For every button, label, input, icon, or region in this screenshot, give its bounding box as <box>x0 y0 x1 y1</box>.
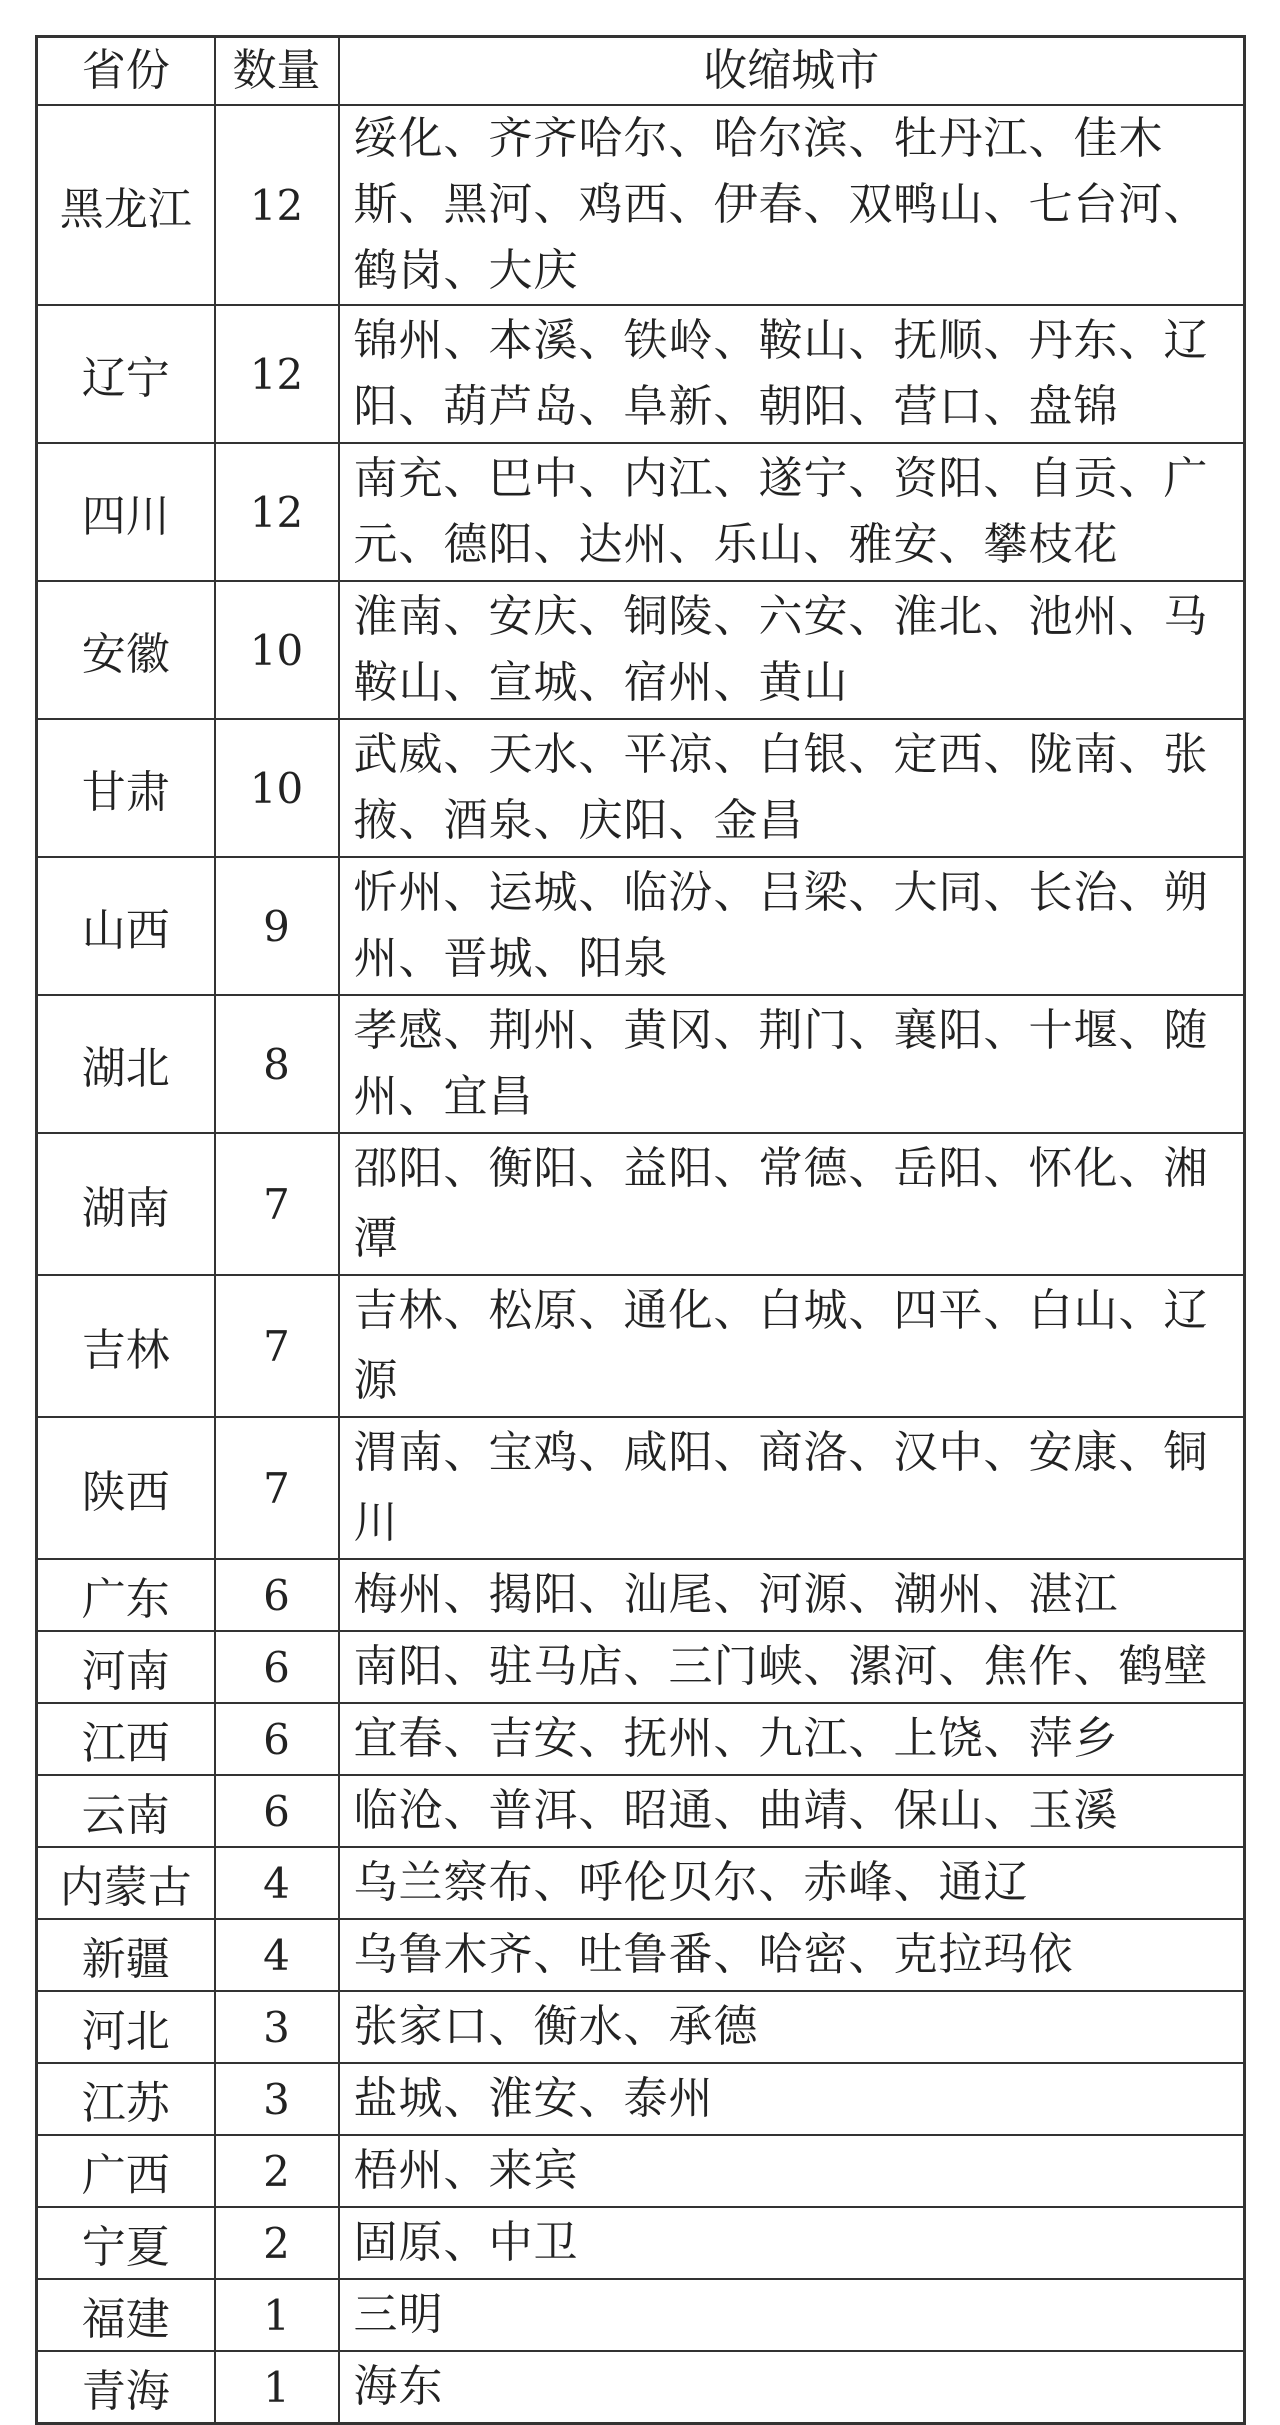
count-cell: 10 <box>215 719 339 857</box>
province-cell: 福建 <box>37 2279 215 2351</box>
cities-cell: 吉林、松原、通化、白城、四平、白山、辽源 <box>339 1275 1245 1417</box>
province-cell: 山西 <box>37 857 215 995</box>
table-row <box>37 1559 1245 1631</box>
cities-cell: 渭南、宝鸡、咸阳、商洛、汉中、安康、铜川 <box>339 1417 1245 1559</box>
count-cell: 6 <box>215 1559 339 1631</box>
cities-cell: 宜春、吉安、抚州、九江、上饶、萍乡 <box>339 1703 1245 1775</box>
table-row <box>37 1991 1245 2063</box>
count-cell: 1 <box>215 2279 339 2351</box>
cities-cell: 梅州、揭阳、汕尾、河源、潮州、湛江 <box>339 1559 1245 1631</box>
table-header <box>37 37 1245 106</box>
count-cell: 4 <box>215 1919 339 1991</box>
cities-cell: 临沧、普洱、昭通、曲靖、保山、玉溪 <box>339 1775 1245 1847</box>
table-row <box>37 719 1245 857</box>
count-cell: 3 <box>215 1991 339 2063</box>
province-cell: 江西 <box>37 1703 215 1775</box>
count-cell: 6 <box>215 1775 339 1847</box>
cities-cell: 南充、巴中、内江、遂宁、资阳、自贡、广元、德阳、达州、乐山、雅安、攀枝花 <box>339 443 1245 581</box>
shrinking-cities-table <box>35 35 1246 2425</box>
table-row <box>37 1631 1245 1703</box>
table-row <box>37 995 1245 1133</box>
province-cell: 河南 <box>37 1631 215 1703</box>
province-cell: 湖北 <box>37 995 215 1133</box>
count-cell: 2 <box>215 2135 339 2207</box>
cities-cell: 绥化、齐齐哈尔、哈尔滨、牡丹江、佳木斯、黑河、鸡西、伊春、双鸭山、七台河、鹤岗、大庆 <box>339 105 1245 305</box>
header-count: 数量 <box>215 37 339 106</box>
count-cell: 6 <box>215 1703 339 1775</box>
count-cell: 3 <box>215 2063 339 2135</box>
cities-cell: 乌鲁木齐、吐鲁番、哈密、克拉玛依 <box>339 1919 1245 1991</box>
province-cell: 辽宁 <box>37 305 215 443</box>
table-row <box>37 2351 1245 2424</box>
table-row <box>37 443 1245 581</box>
province-cell: 青海 <box>37 2351 215 2424</box>
table-row <box>37 1847 1245 1919</box>
count-cell: 8 <box>215 995 339 1133</box>
cities-cell: 三明 <box>339 2279 1245 2351</box>
province-cell: 黑龙江 <box>37 105 215 305</box>
table-row <box>37 1275 1245 1417</box>
cities-cell: 孝感、荆州、黄冈、荆门、襄阳、十堰、随州、宜昌 <box>339 995 1245 1133</box>
table-row <box>37 2279 1245 2351</box>
province-cell: 云南 <box>37 1775 215 1847</box>
table-row <box>37 2135 1245 2207</box>
table-row <box>37 1703 1245 1775</box>
table-row <box>37 581 1245 719</box>
count-cell: 2 <box>215 2207 339 2279</box>
count-cell: 12 <box>215 105 339 305</box>
cities-cell: 武威、天水、平凉、白银、定西、陇南、张掖、酒泉、庆阳、金昌 <box>339 719 1245 857</box>
cities-cell: 乌兰察布、呼伦贝尔、赤峰、通辽 <box>339 1847 1245 1919</box>
header-province: 省份 <box>37 37 215 106</box>
header-cities: 收缩城市 <box>339 37 1245 106</box>
shrinking-cities-table-container <box>35 35 1243 2425</box>
province-cell: 内蒙古 <box>37 1847 215 1919</box>
cities-cell: 海东 <box>339 2351 1245 2424</box>
cities-cell: 邵阳、衡阳、益阳、常德、岳阳、怀化、湘潭 <box>339 1133 1245 1275</box>
cities-cell: 淮南、安庆、铜陵、六安、淮北、池州、马鞍山、宣城、宿州、黄山 <box>339 581 1245 719</box>
count-cell: 6 <box>215 1631 339 1703</box>
cities-cell: 盐城、淮安、泰州 <box>339 2063 1245 2135</box>
table-row <box>37 305 1245 443</box>
province-cell: 广东 <box>37 1559 215 1631</box>
header-row <box>37 37 1245 106</box>
province-cell: 河北 <box>37 1991 215 2063</box>
cities-cell: 固原、中卫 <box>339 2207 1245 2279</box>
province-cell: 陕西 <box>37 1417 215 1559</box>
table-row <box>37 2207 1245 2279</box>
table-row <box>37 2063 1245 2135</box>
cities-cell: 梧州、来宾 <box>339 2135 1245 2207</box>
province-cell: 新疆 <box>37 1919 215 1991</box>
count-cell: 12 <box>215 305 339 443</box>
province-cell: 宁夏 <box>37 2207 215 2279</box>
count-cell: 7 <box>215 1133 339 1275</box>
count-cell: 10 <box>215 581 339 719</box>
province-cell: 安徽 <box>37 581 215 719</box>
count-cell: 7 <box>215 1275 339 1417</box>
cities-cell: 锦州、本溪、铁岭、鞍山、抚顺、丹东、辽阳、葫芦岛、阜新、朝阳、营口、盘锦 <box>339 305 1245 443</box>
cities-cell: 张家口、衡水、承德 <box>339 1991 1245 2063</box>
count-cell: 12 <box>215 443 339 581</box>
table-body <box>37 105 1245 2424</box>
table-row <box>37 105 1245 305</box>
count-cell: 9 <box>215 857 339 995</box>
table-row <box>37 857 1245 995</box>
count-cell: 4 <box>215 1847 339 1919</box>
cities-cell: 南阳、驻马店、三门峡、漯河、焦作、鹤壁 <box>339 1631 1245 1703</box>
table-row <box>37 1417 1245 1559</box>
province-cell: 吉林 <box>37 1275 215 1417</box>
province-cell: 江苏 <box>37 2063 215 2135</box>
table-row <box>37 1919 1245 1991</box>
count-cell: 7 <box>215 1417 339 1559</box>
province-cell: 甘肃 <box>37 719 215 857</box>
table-row <box>37 1775 1245 1847</box>
count-cell: 1 <box>215 2351 339 2424</box>
table-row <box>37 1133 1245 1275</box>
province-cell: 广西 <box>37 2135 215 2207</box>
province-cell: 四川 <box>37 443 215 581</box>
province-cell: 湖南 <box>37 1133 215 1275</box>
cities-cell: 忻州、运城、临汾、吕梁、大同、长治、朔州、晋城、阳泉 <box>339 857 1245 995</box>
